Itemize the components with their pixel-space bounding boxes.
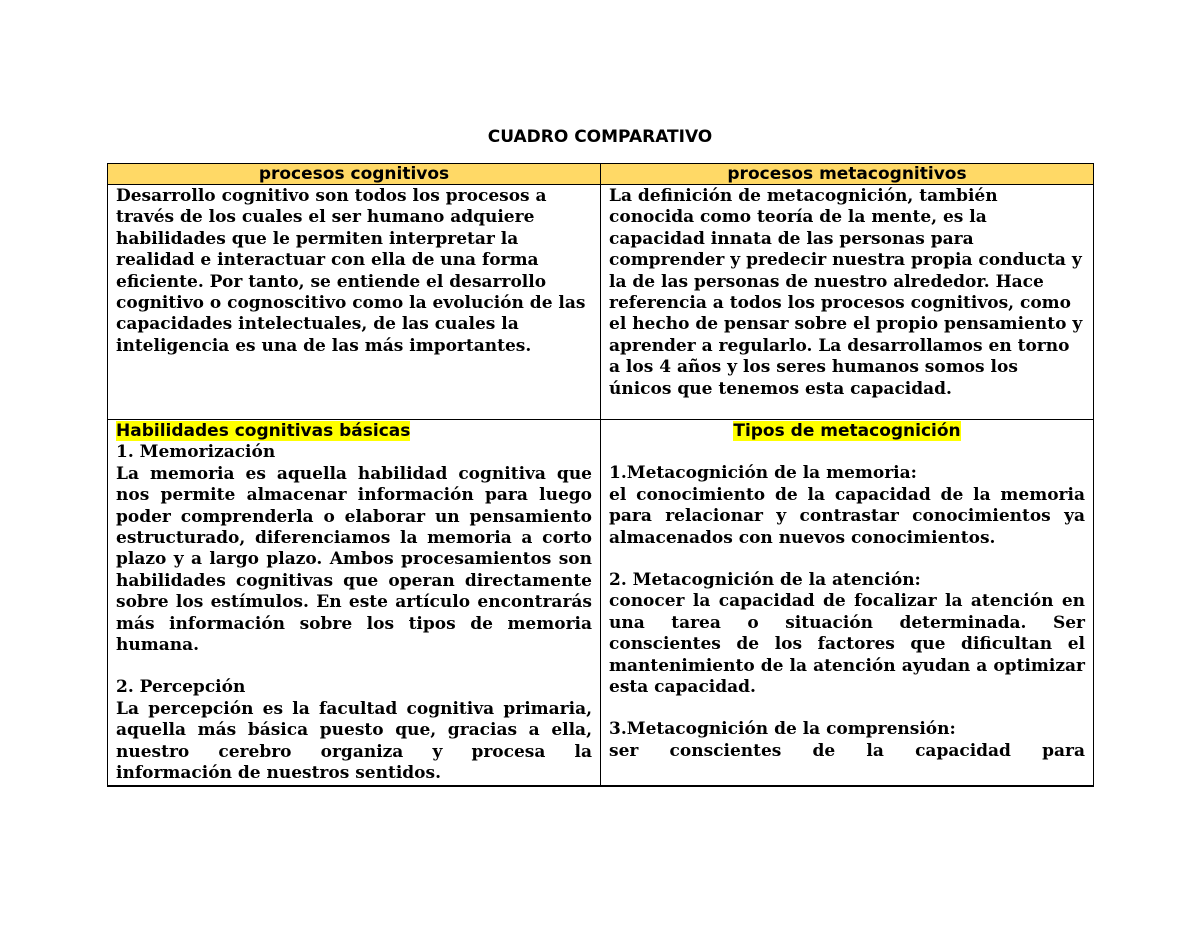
- cognitive-skills-cell: [108, 420, 601, 786]
- skill-text-memorizacion: La memoria es aquella habilidad cognitiva que nos permite almacenar información para luego poder comprenderla o elaborar un pensamiento estructurado, diferenciamos la memoria a corto plazo y a largo plazo. Ambos procesamientos son habilidades cognitivas que operan directamente sobre los estímulos. En este artículo encontrarás más información sobre los tipos de memoria humana.: [116, 463, 592, 656]
- header-procesos-metacognitivos: procesos metacognitivos: [601, 164, 1094, 185]
- cognitive-definition-cell: [108, 185, 601, 420]
- header-procesos-cognitivos: procesos cognitivos: [108, 164, 601, 185]
- header-row: [108, 164, 1094, 185]
- comparison-table: [107, 163, 1094, 787]
- cognitive-skills-heading: Habilidades cognitivas básicas: [116, 421, 411, 441]
- definition-row: [108, 185, 1094, 420]
- type-title-comprension: 3.Metacognición de la comprensión:: [609, 719, 956, 740]
- skill-text-percepcion: La percepción es la facultad cognitiva primaria, aquella más básica puesto que, gracias a ella, nuestro cerebro organiza y procesa la información de nuestros sentidos.: [116, 698, 592, 784]
- type-text-atencion: conocer la capacidad de focalizar la atención en una tarea o situación determinada. Ser conscientes de los factores que dificultan el mantenimiento de la atención ayudan a optimizar esta capacidad.: [609, 591, 1085, 698]
- metacognition-types-heading: Tipos de metacognición: [733, 421, 961, 441]
- document-title: CUADRO COMPARATIVO: [487, 127, 713, 147]
- types-row: [108, 420, 1094, 786]
- type-text-memoria: el conocimiento de la capacidad de la memoria para relacionar y contrastar conocimientos ya almacenados con nuevos conocimientos.: [609, 484, 1085, 548]
- type-title-memoria: 1.Metacognición de la memoria:: [609, 463, 917, 484]
- skill-title-percepcion: 2. Percepción: [116, 677, 246, 698]
- skill-title-memorizacion: 1. Memorización: [116, 442, 276, 463]
- cognitive-definition-text: Desarrollo cognitivo son todos los procesos a través de los cuales el ser humano adquiere habilidades que le permiten interpretar la realidad e interactuar con ella de una forma eficiente. Por tanto, se entiende el desarrollo cognitivo o cognoscitivo como la evolución de las capacidades intelectuales, de las cuales la inteligencia es una de las más importantes.: [116, 186, 586, 356]
- metacognitive-definition-text: La definición de metacognición, también conocida como teoría de la mente, es la capacidad innata de las personas para comprender y predecir nuestra propia conducta y la de las personas de nuestro alrededor. Hace referencia a todos los procesos cognitivos, como el hecho de pensar sobre el propio pensamiento y aprender a regularlo. La desarrollamos en torno a los 4 años y los seres humanos somos los únicos que tenemos esta capacidad.: [609, 186, 1083, 399]
- metacognition-types-cell: [601, 420, 1094, 786]
- type-title-atencion: 2. Metacognición de la atención:: [609, 570, 921, 591]
- type-text-comprension: ser conscientes de la capacidad para: [609, 740, 1085, 761]
- metacognitive-definition-cell: [601, 185, 1094, 420]
